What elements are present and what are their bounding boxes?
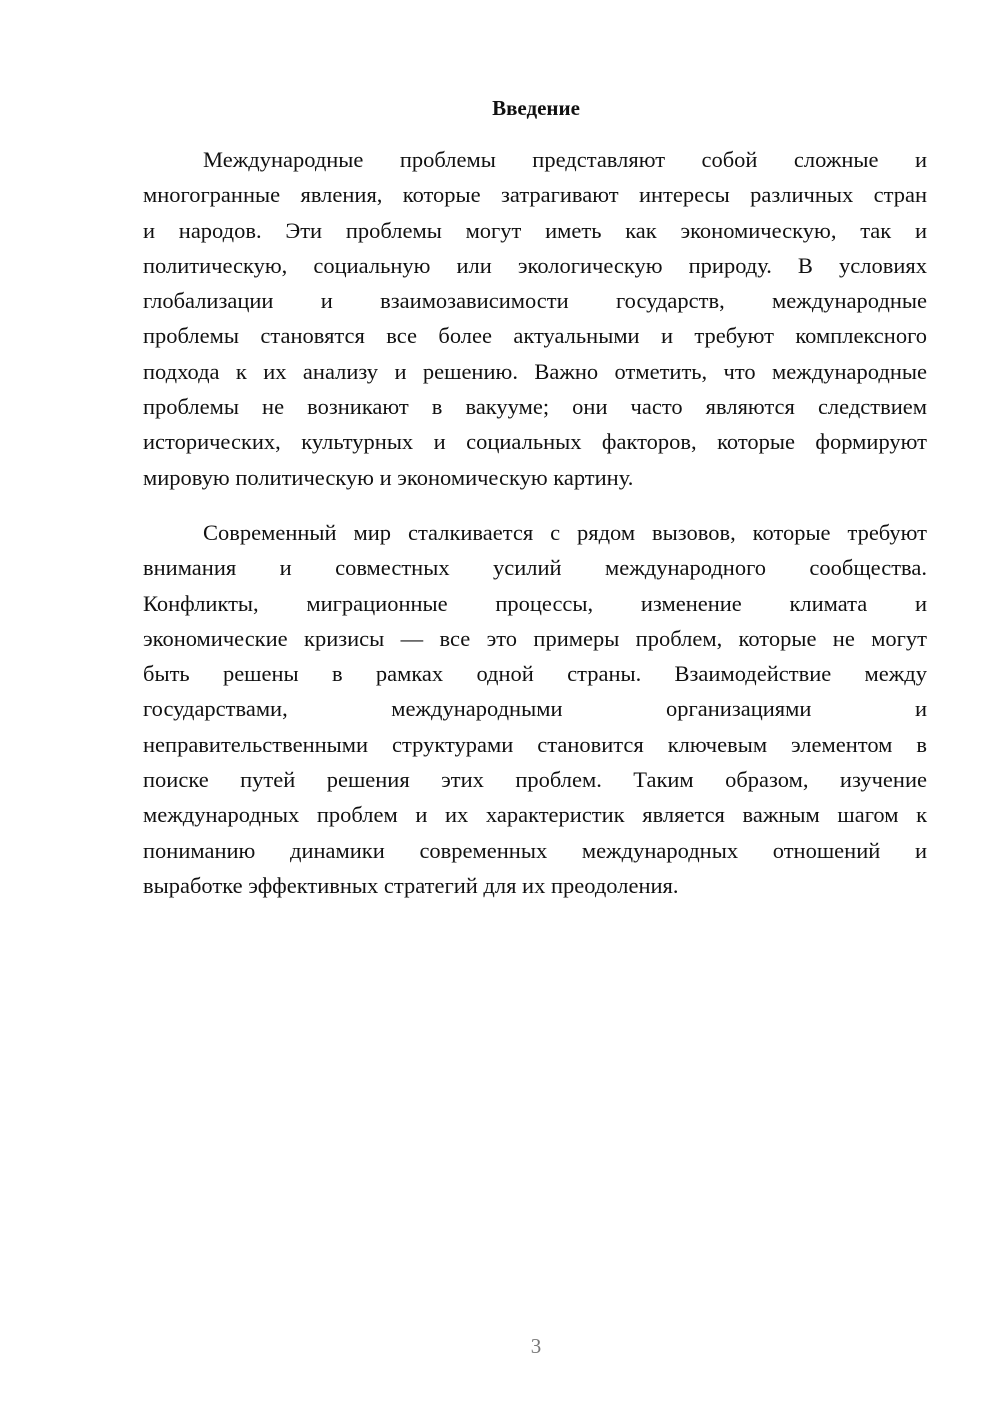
text-line: поиске путей решения этих проблем. Таким образом, изучение xyxy=(143,767,927,793)
page-number: 3 xyxy=(530,1334,542,1358)
text-line: проблемы становятся все более актуальными и требуют комплексного xyxy=(143,323,927,349)
text-line: мировую политическую и экономическую картину. xyxy=(143,464,634,490)
text-line: экономические кризисы — все это примеры проблем, которые не могут xyxy=(143,625,927,651)
text-line: политическую, социальную или экологическую природу. В условиях xyxy=(143,252,927,278)
text-line: исторических, культурных и социальных факторов, которые формируют xyxy=(143,429,927,455)
text-line: пониманию динамики современных международных отношений и xyxy=(143,837,927,863)
text-line: и народов. Эти проблемы могут иметь как экономическую, так и xyxy=(143,217,927,243)
text-line: международных проблем и их характеристик является важным шагом к xyxy=(143,802,927,828)
text-line: Конфликты, миграционные процессы, изменение климата и xyxy=(143,590,927,616)
text-line: подхода к их анализу и решению. Важно отметить, что международные xyxy=(143,358,927,384)
text-line: Международные проблемы представляют собой сложные и xyxy=(203,147,927,172)
text-line: неправительственными структурами становится ключевым элементом в xyxy=(143,731,927,757)
text-line: выработке эффективных стратегий для их преодоления. xyxy=(143,872,679,898)
text-line: быть решены в рамках одной страны. Взаимодействие между xyxy=(143,661,927,687)
text-line: многогранные явления, которые затрагивают интересы различных стран xyxy=(143,182,927,208)
text-line: государствами, международными организациями и xyxy=(143,696,927,722)
paragraph-2 xyxy=(143,515,927,903)
paragraph-1 xyxy=(143,142,927,495)
text-line: глобализации и взаимозависимости государств, международные xyxy=(143,288,927,314)
text-line: проблемы не возникают в вакууме; они часто являются следствием xyxy=(143,394,927,420)
text-line: Современный мир сталкивается с рядом вызовов, которые требуют xyxy=(203,520,927,545)
section-title: Введение xyxy=(492,96,580,120)
text-line: внимания и совместных усилий международного сообщества. xyxy=(143,555,927,581)
